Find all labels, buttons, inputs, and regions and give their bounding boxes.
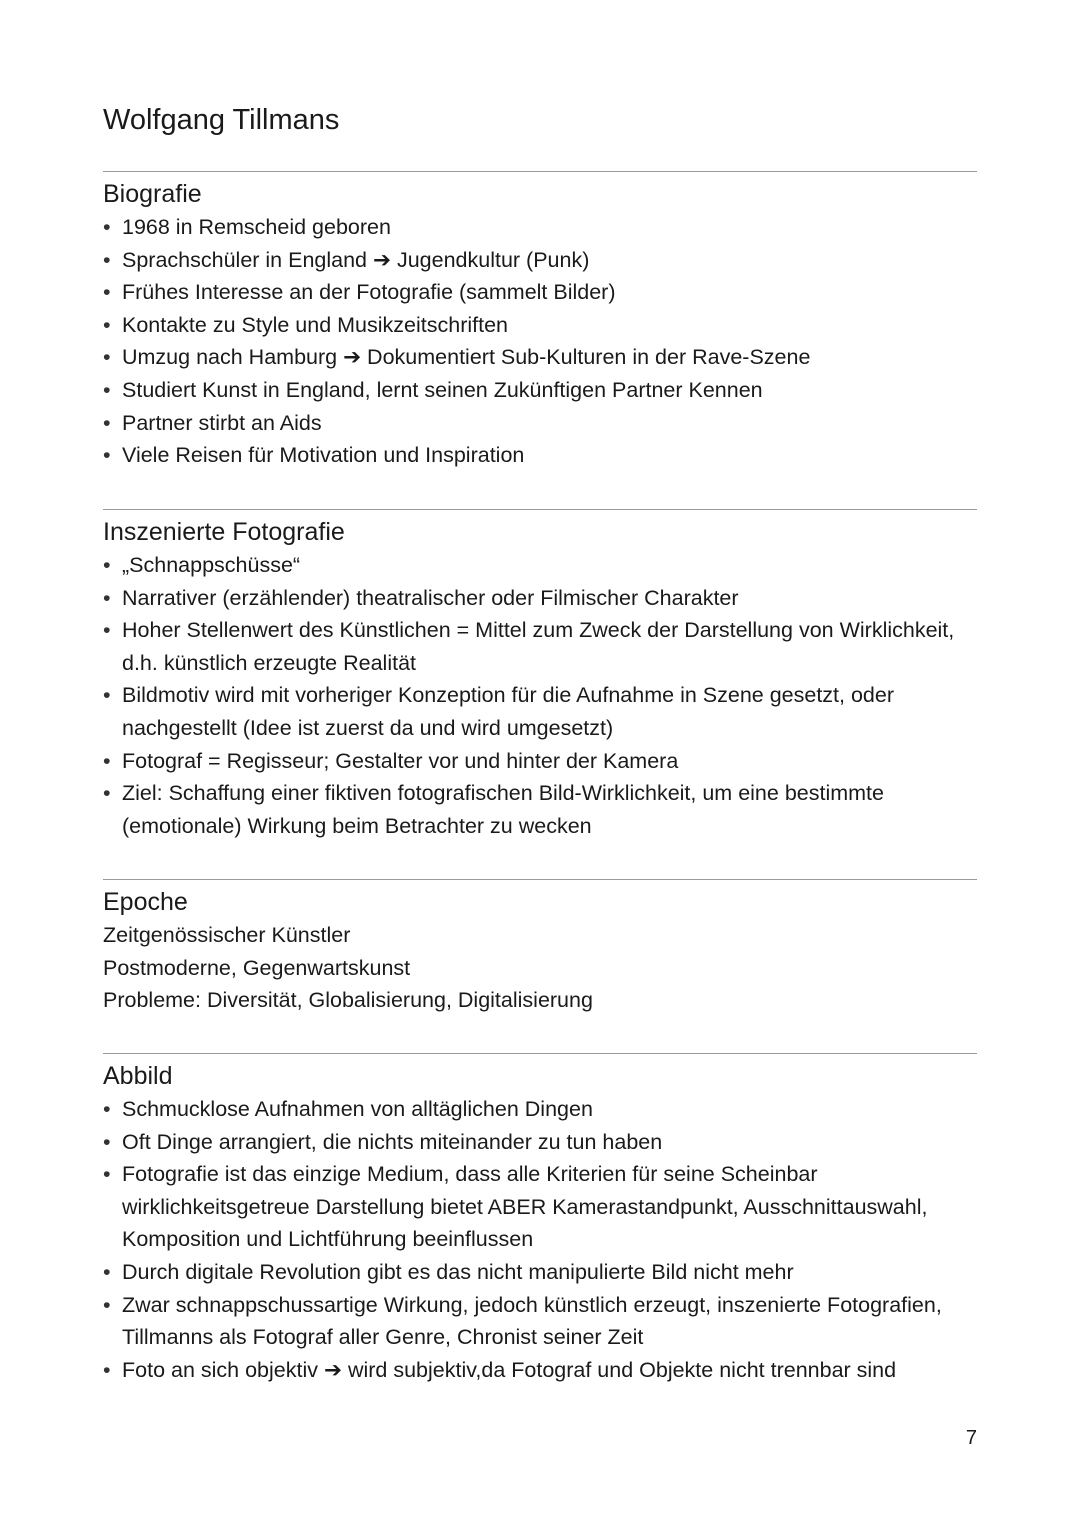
section-heading-epoche: Epoche [103,888,188,916]
list-item: • Partner stirbt an Aids [103,407,977,440]
section-divider [103,1053,977,1054]
list-item: • Sprachschüler in England ➔ Jugendkultur (Punk) [103,244,977,277]
epoche-line: Zeitgenössischer Künstler [103,923,351,947]
list-item: • Zwar schnappschussartige Wirkung, jedoch künstlich erzeugt, inszenierte Fotografien, Tillmanns als Fotograf aller Genre, Chronist seiner Zeit [103,1289,977,1354]
list-item: • Frühes Interesse an der Fotografie (sammelt Bilder) [103,276,977,309]
section-inszenierte-fotografie [103,509,977,842]
epoche-line: Postmoderne, Gegenwartskunst [103,955,411,980]
section-abbild [103,1053,977,1386]
section-divider [103,509,977,510]
page-number: 7 [965,1427,977,1449]
list-item: • Foto an sich objektiv ➔ wird subjektiv,da Fotograf und Objekte nicht trennbar sind [103,1354,977,1387]
list-item: • Studiert Kunst in England, lernt seinen Zukünftigen Partner Kennen [103,374,977,407]
list-item: • Ziel: Schaffung einer fiktiven fotografischen Bild-Wirklichkeit, um eine bestimmte (emotionale) Wirkung beim Betrachter zu wecken [103,777,977,842]
biografie-list [103,211,977,472]
list-item: • Hoher Stellenwert des Künstlichen = Mittel zum Zweck der Darstellung von Wirklichkeit, d.h. künstlich erzeugte Realität [103,614,977,679]
epoche-line: Probleme: Diversität, Globalisierung, Digitalisierung [103,988,593,1013]
list-item: • Durch digitale Revolution gibt es das nicht manipulierte Bild nicht mehr [103,1256,977,1289]
list-item: • Umzug nach Hamburg ➔ Dokumentiert Sub-Kulturen in der Rave-Szene [103,341,977,374]
section-heading-abbild: Abbild [103,1062,173,1090]
list-item: • Kontakte zu Style und Musikzeitschriften [103,309,977,342]
list-item: • 1968 in Remscheid geboren [103,211,977,244]
section-heading-inszenierte-fotografie: Inszenierte Fotografie [103,518,345,546]
list-item: • Viele Reisen für Motivation und Inspiration [103,439,977,472]
list-item: • Fotografie ist das einzige Medium, dass alle Kriterien für seine Scheinbar wirklichkeitsgetreue Darstellung bietet ABER Kamerastandpunkt, Ausschnittauswahl, Komposition und Lichtführung beeinflussen [103,1158,977,1256]
abbild-list [103,1093,977,1386]
list-item: • Bildmotiv wird mit vorheriger Konzeption für die Aufnahme in Szene gesetzt, oder nachgestellt (Idee ist zuerst da und wird umgesetzt) [103,679,977,744]
section-epoche [103,879,977,1017]
list-item: • Oft Dinge arrangiert, die nichts miteinander zu tun haben [103,1126,977,1159]
list-item: • Narrativer (erzählender) theatralischer oder Filmischer Charakter [103,582,977,615]
list-item: • Schmucklose Aufnahmen von alltäglichen Dingen [103,1093,977,1126]
section-divider [103,879,977,880]
page-title: Wolfgang Tillmans [103,104,340,136]
inszenierte-list [103,549,977,842]
section-biografie [103,171,977,472]
section-heading-biografie: Biografie [103,180,202,208]
section-divider [103,171,977,172]
list-item: • „Schnappschüsse“ [103,549,977,582]
list-item: • Fotograf = Regisseur; Gestalter vor und hinter der Kamera [103,745,977,778]
